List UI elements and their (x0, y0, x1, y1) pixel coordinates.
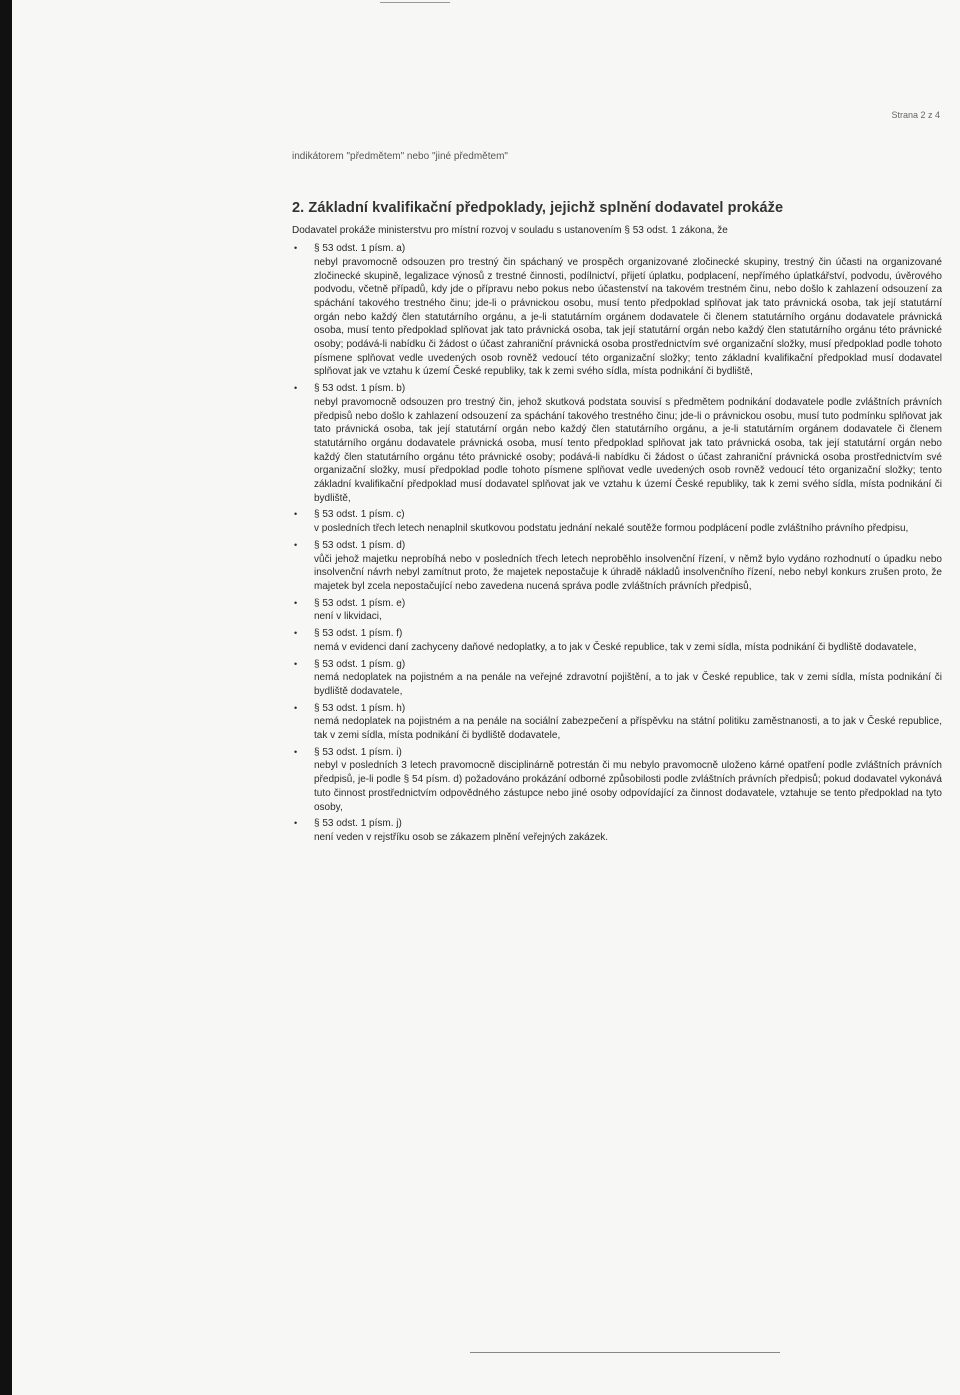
item-text: vůči jehož majetku neprobíhá nebo v posledních třech letech neproběhlo insolvenční řízení, v němž bylo vydáno rozhodnutí o úpadku nebo insolvenční návrh nebyl zamítnut proto, že majetek nepostačuje k úhradě nákladů insolvenčního řízení, nebo nebyl konkurs zrušen proto, že majetek byl zcela nepostačující nebo zavedena nucená správa podle zvláštních právních předpisů, (314, 553, 942, 592)
intro-text: indikátorem "předmětem" nebo "jiné předmětem" (292, 151, 508, 162)
item-text: nemá nedoplatek na pojistném a na penále na sociální zabezpečení a příspěvku na státní politiku zaměstnanosti, a to jak v České republice, tak v zemi sídla, místa podnikání či bydliště dodavatele, (314, 716, 942, 742)
item-text: není veden v rejstříku osob se zákazem plnění veřejných zakázek. (314, 831, 609, 843)
list-item (292, 508, 942, 535)
item-text: v posledních třech letech nenaplnil skutkovou podstatu jednání nekalé soutěže formou podplácení podle zvláštního právního předpisu, (314, 523, 909, 535)
item-reference: • § 53 odst. 1 písm. c) (314, 509, 405, 521)
list-item (292, 817, 942, 844)
lead-text: Dodavatel prokáže ministerstvu pro místní rozvoj v souladu s ustanovením § 53 odst. 1 zákona, že (292, 225, 728, 237)
item-reference: • § 53 odst. 1 písm. g) (314, 658, 406, 670)
page-number: Strana 2 z 4 (891, 110, 940, 120)
item-reference: • § 53 odst. 1 písm. f) (314, 628, 403, 640)
document-body (292, 150, 942, 848)
requirements-list (292, 242, 942, 845)
scan-artifact-top (380, 2, 450, 6)
list-item (292, 539, 942, 594)
item-text: nebyl pravomocně odsouzen pro trestný čin spáchaný ve prospěch organizované zločinecké skupiny, trestný čin účasti na organizované zločinecké skupině, legalizace výnosů z trestné činnosti, podílnictví, přijetí úplatku, podplacení, nepřímého úplatkářství, podvodu, úvěrového podvodu, včetně případů, kdy jde o přípravu nebo pokus nebo účastenství na takovém trestném činu, nebo došlo k zahlazení odsouzení za spáchání takového trestného činu; jde-li o právnickou osobu, musí tento předpoklad splňovat jak tato právnická osoba, tak její statutární orgán nebo každý člen statutárního orgánu, a je-li statutárním orgánem dodavatele či členem statutárního orgánu dodavatele právnická osoba, musí tento předpoklad splňovat jak tato právnická osoba, tak její statutární orgán nebo každý člen statutárního orgánu této právnické osoby; podává-li nabídku či žádost o účast zahraniční právnická osoba prostřednictvím své organizační složky, musí předpoklad podle tohoto písmene splňovat vedle uvedených osob rovněž vedoucí této organizační složky; tento základní kvalifikační předpoklad musí dodavatel splňovat jak ve vztahu k území České republiky, tak k zemi svého sídla, místa podnikání či bydliště, (314, 256, 942, 378)
section-heading: 2. Základní kvalifikační předpoklady, jejichž splnění dodavatel prokáže (292, 199, 784, 216)
item-reference: • § 53 odst. 1 písm. j) (314, 818, 402, 830)
item-reference: • § 53 odst. 1 písm. d) (314, 539, 406, 551)
item-text: nemá nedoplatek na pojistném a na penále na veřejné zdravotní pojištění, a to jak v České republice, tak v zemi sídla, místa podnikání či bydliště dodavatele, (314, 672, 942, 697)
item-reference: • § 53 odst. 1 písm. i) (314, 746, 402, 758)
list-item (292, 627, 942, 654)
item-reference: • § 53 odst. 1 písm. e) (314, 597, 406, 609)
item-text: nebyl pravomocně odsouzen pro trestný čin, jehož skutková podstata souvisí s předmětem podnikání dodavatele podle zvláštních právních předpisů nebo došlo k zahlazení odsouzení za spáchání takového trestného činu; jde-li o právnickou osobu, musí tuto podmínku splňovat jak tato právnická osoba, tak její statutární orgán nebo každý člen statutárního orgánu, a je-li statutárním orgánem dodavatele či členem statutárního orgánu dodavatele právnická osoba, musí tento předpoklad splňovat jak tato právnická osoba, tak její statutární orgán nebo každý člen statutárního orgánu této právnické osoby; podává-li nabídku či žádost o účast zahraniční právnická osoba prostřednictvím své organizační složky, musí předpoklad podle tohoto písmene splňovat vedle uvedených osob rovněž vedoucí této organizační složky; tento základní kvalifikační předpoklad musí dodavatel splňovat jak ve vztahu k území České republiky, tak k zemi svého sídla, místa podnikání či bydliště, (314, 396, 942, 504)
list-item (292, 242, 942, 379)
list-item (292, 597, 942, 624)
list-item (292, 382, 942, 505)
list-item (292, 658, 942, 699)
item-reference: • § 53 odst. 1 písm. a) (314, 243, 406, 255)
list-item (292, 746, 942, 815)
item-text: nemá v evidenci daní zachyceny daňové nedoplatky, a to jak v České republice, tak v zemi sídla, místa podnikání či bydliště dodavatele, (314, 641, 917, 653)
item-text: není v likvidaci, (314, 611, 382, 623)
scan-artifact-bottom (470, 1352, 780, 1359)
item-reference: • § 53 odst. 1 písm. b) (314, 383, 406, 395)
scan-edge-shadow (0, 0, 12, 1395)
item-reference: • § 53 odst. 1 písm. h) (314, 702, 406, 714)
item-text: nebyl v posledních 3 letech pravomocně disciplinárně potrestán či mu nebylo pravomocně uloženo kárné opatření podle zvláštních právních předpisů, je-li podle § 54 písm. d) požadováno prokázání odborné způsobilosti podle zvláštních právních předpisů; pokud dodavatel vykonává tuto činnost prostřednictvím odpovědného zástupce nebo jiné osoby odpovídající za činnost dodavatele, vztahuje se tento předpoklad na tyto osoby, (314, 760, 942, 813)
list-item (292, 702, 942, 743)
